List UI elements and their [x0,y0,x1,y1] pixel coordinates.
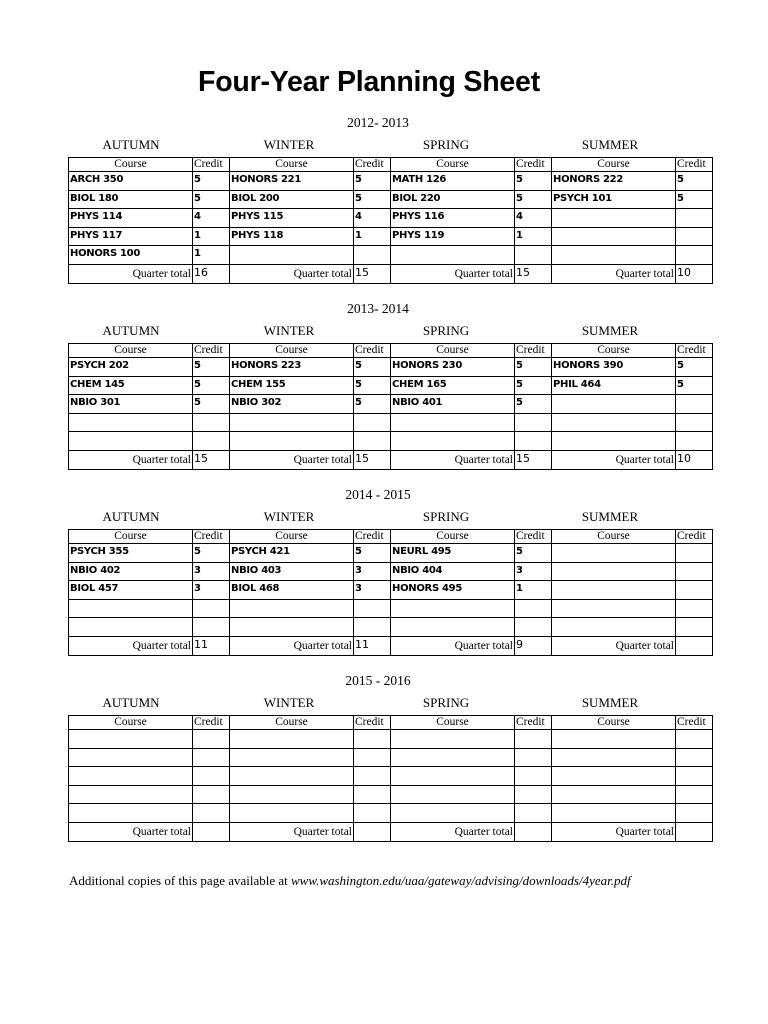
course-cell[interactable] [552,432,676,451]
course-cell[interactable] [391,432,515,451]
credit-column-header: Credit [193,158,230,172]
quarter-total-value[interactable] [354,822,391,841]
credit-cell[interactable] [676,413,713,432]
credit-cell[interactable]: 5 [354,395,391,414]
quarter-total-label: Quarter total [230,264,354,283]
year-label: 2013- 2014 [347,301,409,316]
table-row [69,227,713,246]
credit-cell[interactable] [354,432,391,451]
quarter-total-label: Quarter total [230,822,354,841]
course-cell[interactable] [391,785,515,804]
table-row [69,618,713,637]
course-column-header: Course [391,716,515,730]
credit-cell[interactable] [193,618,230,637]
course-column-header: Course [552,344,676,358]
credit-cell[interactable] [515,432,552,451]
quarter-total-label: Quarter total [69,450,193,469]
quarter-total-value[interactable]: 15 [515,264,552,283]
table-row [69,209,713,228]
course-cell[interactable]: BIOL 180 [69,190,193,209]
credit-column-header: Credit [354,716,391,730]
credit-column-header: Credit [354,530,391,544]
course-cell[interactable] [552,730,676,749]
quarter-total-value[interactable]: 11 [193,636,230,655]
course-cell[interactable] [230,432,354,451]
quarter-total-value[interactable] [515,822,552,841]
course-cell[interactable] [391,748,515,767]
credit-column-header: Credit [193,716,230,730]
year-plan-table [68,157,713,284]
credit-cell[interactable] [676,246,713,265]
course-cell[interactable] [552,544,676,563]
credit-cell[interactable] [354,785,391,804]
course-cell[interactable]: PHYS 117 [69,227,193,246]
table-row [69,376,713,395]
season-label-summer: SUMMER [581,695,639,710]
season-label-summer: SUMMER [581,137,639,152]
credit-cell[interactable] [193,767,230,786]
course-column-header: Course [552,158,676,172]
course-cell[interactable]: CHEM 145 [69,376,193,395]
course-cell[interactable]: PHIL 464 [552,376,676,395]
course-cell[interactable] [230,599,354,618]
quarter-total-value[interactable]: 10 [676,450,713,469]
credit-column-header: Credit [515,344,552,358]
credit-cell[interactable] [193,599,230,618]
course-column-header: Course [391,530,515,544]
quarter-total-label: Quarter total [69,636,193,655]
quarter-total-value[interactable]: 10 [676,264,713,283]
course-cell[interactable] [69,730,193,749]
credit-cell[interactable]: 1 [354,227,391,246]
course-column-header: Course [391,158,515,172]
course-cell[interactable]: BIOL 220 [391,190,515,209]
course-cell[interactable] [230,804,354,823]
quarter-total-label: Quarter total [391,822,515,841]
course-cell[interactable] [69,432,193,451]
credit-cell[interactable] [676,767,713,786]
course-cell[interactable] [552,209,676,228]
quarter-total-label: Quarter total [552,822,676,841]
table-row [69,767,713,786]
course-column-header: Course [391,344,515,358]
credit-cell[interactable]: 5 [515,544,552,563]
course-cell[interactable]: CHEM 155 [230,376,354,395]
course-cell[interactable]: BIOL 457 [69,581,193,600]
credit-cell[interactable]: 3 [193,562,230,581]
quarter-total-value[interactable]: 15 [515,450,552,469]
quarter-total-label: Quarter total [69,822,193,841]
course-cell[interactable] [69,767,193,786]
credit-cell[interactable] [676,544,713,563]
credit-cell[interactable] [193,432,230,451]
course-cell[interactable]: BIOL 200 [230,190,354,209]
credit-cell[interactable] [676,785,713,804]
course-cell[interactable]: PSYCH 202 [69,358,193,377]
course-column-header: Course [69,530,193,544]
season-label-winter: WINTER [263,509,315,524]
credit-cell[interactable] [515,413,552,432]
table-row [69,581,713,600]
season-label-autumn: AUTUMN [102,509,160,524]
quarter-total-value[interactable]: 15 [354,264,391,283]
credit-column-header: Credit [354,344,391,358]
credit-cell[interactable]: 5 [193,395,230,414]
credit-cell[interactable]: 4 [193,209,230,228]
course-cell[interactable]: HONORS 223 [230,358,354,377]
credit-column-header: Credit [515,716,552,730]
credit-cell[interactable] [676,227,713,246]
season-label-autumn: AUTUMN [102,137,160,152]
credit-column-header: Credit [193,530,230,544]
season-label-autumn: AUTUMN [102,695,160,710]
course-cell[interactable]: PSYCH 101 [552,190,676,209]
quarter-total-label: Quarter total [230,636,354,655]
quarter-total-label: Quarter total [391,636,515,655]
quarter-total-label: Quarter total [69,264,193,283]
credit-cell[interactable] [515,730,552,749]
quarter-total-value[interactable]: 11 [354,636,391,655]
course-cell[interactable]: NEURL 495 [391,544,515,563]
course-cell[interactable]: PSYCH 355 [69,544,193,563]
quarter-total-value[interactable] [193,822,230,841]
credit-cell[interactable] [515,767,552,786]
year-plan-table [68,529,713,656]
credit-cell[interactable]: 5 [354,358,391,377]
credit-cell[interactable] [354,246,391,265]
course-cell[interactable]: NBIO 403 [230,562,354,581]
course-cell[interactable]: ARCH 350 [69,172,193,191]
course-cell[interactable] [552,413,676,432]
course-cell[interactable] [552,599,676,618]
course-cell[interactable]: NBIO 402 [69,562,193,581]
course-cell[interactable] [230,748,354,767]
course-cell[interactable]: PSYCH 421 [230,544,354,563]
credit-cell[interactable] [354,804,391,823]
credit-cell[interactable] [676,730,713,749]
course-column-header: Course [230,530,354,544]
credit-cell[interactable]: 5 [676,190,713,209]
year-label: 2012- 2013 [347,115,409,130]
season-label-spring: SPRING [422,137,470,152]
course-cell[interactable] [69,785,193,804]
course-cell[interactable]: PHYS 115 [230,209,354,228]
course-cell[interactable] [230,730,354,749]
credit-cell[interactable] [676,395,713,414]
credit-cell[interactable]: 5 [515,358,552,377]
quarter-total-label: Quarter total [391,450,515,469]
quarter-total-label: Quarter total [552,636,676,655]
credit-cell[interactable] [193,413,230,432]
quarter-total-row [69,822,713,841]
credit-column-header: Credit [676,530,713,544]
table-row [69,246,713,265]
course-cell[interactable] [69,804,193,823]
quarter-total-value[interactable]: 9 [515,636,552,655]
year-label: 2014 - 2015 [345,487,411,502]
credit-cell[interactable]: 5 [354,172,391,191]
course-cell[interactable] [69,748,193,767]
credit-cell[interactable]: 5 [676,172,713,191]
credit-cell[interactable] [515,246,552,265]
course-cell[interactable]: HONORS 390 [552,358,676,377]
table-row [69,804,713,823]
page-title: Four-Year Planning Sheet [197,66,540,98]
season-header-row [68,137,712,153]
course-cell[interactable] [69,618,193,637]
course-cell[interactable]: NBIO 301 [69,395,193,414]
credit-cell[interactable] [193,730,230,749]
quarter-total-value[interactable]: 15 [354,450,391,469]
table-row [69,562,713,581]
course-cell[interactable]: NBIO 404 [391,562,515,581]
credit-cell[interactable]: 1 [193,227,230,246]
table-row [69,730,713,749]
credit-cell[interactable] [193,748,230,767]
credit-cell[interactable] [676,209,713,228]
quarter-total-row [69,450,713,469]
credit-cell[interactable] [676,599,713,618]
course-cell[interactable]: PHYS 119 [391,227,515,246]
credit-column-header: Credit [354,158,391,172]
season-label-winter: WINTER [263,695,315,710]
credit-cell[interactable] [676,748,713,767]
course-cell[interactable]: PHYS 116 [391,209,515,228]
course-cell[interactable]: NBIO 401 [391,395,515,414]
season-label-winter: WINTER [263,323,315,338]
course-column-header: Course [552,530,676,544]
course-cell[interactable] [391,767,515,786]
course-cell[interactable] [552,748,676,767]
course-cell[interactable] [230,618,354,637]
footer-note [69,873,631,889]
credit-cell[interactable]: 5 [193,376,230,395]
credit-column-header: Credit [676,716,713,730]
credit-cell[interactable] [676,562,713,581]
course-cell[interactable] [552,395,676,414]
credit-cell[interactable]: 5 [354,190,391,209]
credit-cell[interactable]: 3 [515,562,552,581]
season-label-autumn: AUTUMN [102,323,160,338]
credit-cell[interactable]: 3 [354,581,391,600]
course-column-header: Course [230,158,354,172]
quarter-total-row [69,636,713,655]
credit-cell[interactable] [676,804,713,823]
course-cell[interactable] [552,227,676,246]
credit-cell[interactable] [193,785,230,804]
course-cell[interactable] [552,785,676,804]
quarter-total-label: Quarter total [552,264,676,283]
season-label-spring: SPRING [422,323,470,338]
credit-cell[interactable]: 5 [193,190,230,209]
course-cell[interactable] [391,618,515,637]
course-cell[interactable]: PHYS 114 [69,209,193,228]
year-plan-table [68,343,713,470]
credit-cell[interactable]: 5 [193,172,230,191]
credit-cell[interactable]: 5 [354,376,391,395]
credit-column-header: Credit [515,158,552,172]
course-cell[interactable] [552,562,676,581]
credit-cell[interactable] [354,730,391,749]
quarter-total-value[interactable] [676,822,713,841]
year-label: 2015 - 2016 [345,673,411,688]
credit-cell[interactable] [676,432,713,451]
table-row [69,748,713,767]
quarter-total-value[interactable] [676,636,713,655]
credit-cell[interactable]: 1 [515,227,552,246]
course-cell[interactable]: MATH 126 [391,172,515,191]
credit-cell[interactable]: 3 [354,562,391,581]
credit-cell[interactable]: 5 [515,376,552,395]
course-cell[interactable] [391,246,515,265]
year-plan-table [68,715,713,842]
credit-cell[interactable] [354,767,391,786]
credit-cell[interactable] [676,581,713,600]
table-row [69,432,713,451]
course-cell[interactable] [391,599,515,618]
credit-cell[interactable] [515,748,552,767]
course-cell[interactable]: PHYS 118 [230,227,354,246]
quarter-total-label: Quarter total [230,450,354,469]
course-column-header: Course [69,158,193,172]
course-cell[interactable]: CHEM 165 [391,376,515,395]
course-cell[interactable] [230,767,354,786]
credit-cell[interactable]: 1 [193,246,230,265]
table-row [69,544,713,563]
credit-cell[interactable]: 3 [193,581,230,600]
course-cell[interactable]: NBIO 302 [230,395,354,414]
credit-column-header: Credit [676,344,713,358]
course-column-header: Course [69,344,193,358]
credit-column-header: Credit [193,344,230,358]
course-cell[interactable] [230,785,354,804]
quarter-total-row [69,264,713,283]
credit-cell[interactable] [515,785,552,804]
credit-cell[interactable]: 5 [676,376,713,395]
credit-cell[interactable]: 5 [676,358,713,377]
course-cell[interactable] [552,618,676,637]
season-label-summer: SUMMER [581,509,639,524]
course-cell[interactable] [391,413,515,432]
credit-cell[interactable] [354,413,391,432]
credit-cell[interactable] [515,618,552,637]
table-row [69,358,713,377]
course-cell[interactable] [391,804,515,823]
credit-cell[interactable]: 4 [515,209,552,228]
course-column-header: Course [230,716,354,730]
credit-column-header: Credit [676,158,713,172]
season-label-summer: SUMMER [581,323,639,338]
course-cell[interactable]: BIOL 468 [230,581,354,600]
season-label-spring: SPRING [422,695,470,710]
course-cell[interactable] [552,581,676,600]
course-column-header: Course [69,716,193,730]
credit-cell[interactable]: 1 [515,581,552,600]
quarter-total-value[interactable]: 15 [193,450,230,469]
course-cell[interactable]: HONORS 230 [391,358,515,377]
credit-cell[interactable]: 4 [354,209,391,228]
credit-cell[interactable] [354,618,391,637]
course-column-header: Course [230,344,354,358]
table-row [69,190,713,209]
table-row [69,599,713,618]
footer-text: Additional copies of this page available at [69,873,292,888]
table-row [69,785,713,804]
course-cell[interactable] [552,767,676,786]
credit-cell[interactable] [515,599,552,618]
quarter-total-value[interactable]: 16 [193,264,230,283]
credit-cell[interactable]: 5 [515,172,552,191]
course-cell[interactable]: HONORS 221 [230,172,354,191]
credit-cell[interactable] [515,804,552,823]
credit-cell[interactable]: 5 [515,395,552,414]
table-row [69,172,713,191]
course-cell[interactable] [230,413,354,432]
quarter-total-label: Quarter total [391,264,515,283]
credit-cell[interactable] [193,804,230,823]
course-cell[interactable] [552,246,676,265]
quarter-total-label: Quarter total [552,450,676,469]
table-row [69,395,713,414]
course-cell[interactable]: HONORS 100 [69,246,193,265]
season-label-spring: SPRING [422,509,470,524]
season-header-row [68,323,712,339]
course-cell[interactable] [391,730,515,749]
season-header-row [68,509,712,525]
footer-url-link[interactable]: www.washington.edu/uaa/gateway/advising/downloads/4year.pdf [291,873,631,888]
credit-cell[interactable] [354,599,391,618]
course-cell[interactable]: HONORS 222 [552,172,676,191]
credit-cell[interactable]: 5 [193,358,230,377]
credit-cell[interactable]: 5 [193,544,230,563]
course-cell[interactable] [69,599,193,618]
season-header-row [68,695,712,711]
course-column-header: Course [552,716,676,730]
course-cell[interactable] [552,804,676,823]
course-cell[interactable] [230,246,354,265]
credit-column-header: Credit [515,530,552,544]
table-row [69,413,713,432]
course-cell[interactable] [69,413,193,432]
credit-cell[interactable] [354,748,391,767]
course-cell[interactable]: HONORS 495 [391,581,515,600]
credit-cell[interactable]: 5 [354,544,391,563]
season-label-winter: WINTER [263,137,315,152]
credit-cell[interactable]: 5 [515,190,552,209]
credit-cell[interactable] [676,618,713,637]
